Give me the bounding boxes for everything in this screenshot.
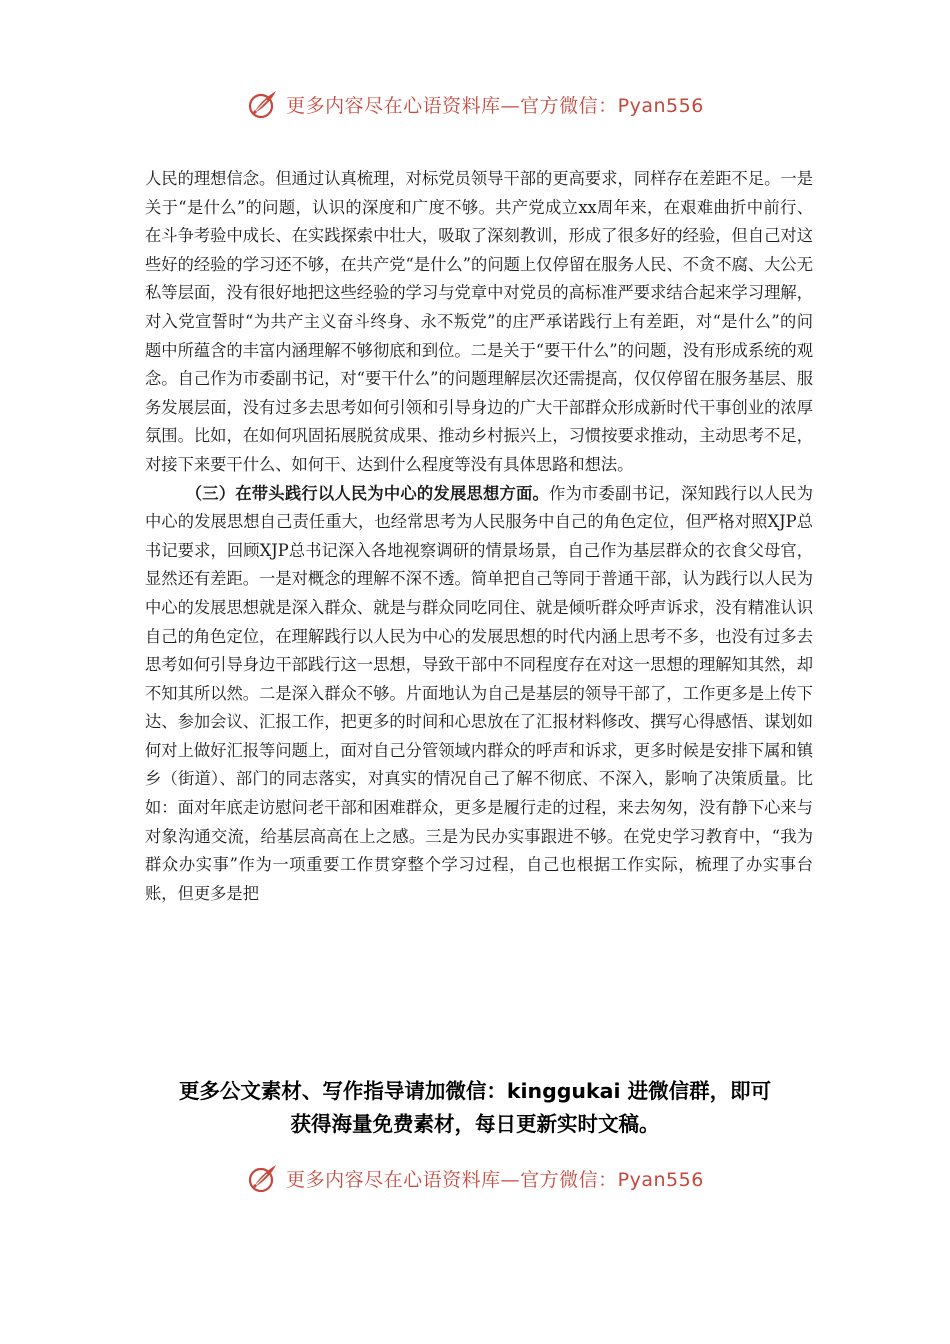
header-wechat-id: Pyan556 [617,94,704,117]
body-paragraph-1: 人民的理想信念。但通过认真梳理，对标党员领导干部的更高要求，同样存在差距不足。一是关于“是什么”的问题，认识的深度和广度不够。共产党成立xx周年来，在艰难曲折中前行、在斗争考验中成长、在实践探索中壮大，吸取了深刻教训，形成了很多好的经验，但自己对这些好的经验的学习还不够，在共产党“是什么”的问题上仅停留在服务人民、不贪不腐、大公无私等层面，没有很好地把这些经验的学习与党章中对党员的高标准严要求结合起来学习理解，对入党宣誓时“为共产主义奋斗终身、永不叛党”的庄严承诺践行上有差距，对“是什么”的问题中所蕴含的丰富内涵理解不够彻底和到位。二是关于“要干什么”的问题，没有形成系统的观念。自己作为市委副书记，对“要干什么”的问题理解层次还需提高，仅仅停留在服务基层、服务发展层面，没有过多去思考如何引领和引导身边的广大干部群众形成新时代干事创业的浓厚氛围。比如，在如何巩固拓展脱贫成果、推动乡村振兴上，习惯按要求推动，主动思考不足，对接下来要干什么、如何干、达到什么程度等没有具体思路和想法。 [145,169,813,474]
section-3-text: 作为市委副书记，深知践行以人民为中心的发展思想自己责任重大，也经常思考为人民服务中自己的角色定位，但严格对照XJP总书记要求，回顾XJP总书记深入各地视察调研的情景场景，自己作为基层群众的衣食父母官，显然还有差距。一是对概念的理解不深不透。简单把自己等同于普通干部，认为践行以人民为中心的发展思想就是深入群众、就是与群众同吃同住、就是倾听群众呼声诉求，没有精准认识自己的角色定位，在理解践行以人民为中心的发展思想的时代内涵上思考不多，也没有过多去思考如何引导身边干部践行这一思想，导致干部中不同程度存在对这一思想的理解知其然，却不知其所以然。二是深入群众不够。片面地认为自己是基层的领导干部了，工作更多是上传下达、参加会议、汇报工作，把更多的时间和心思放在了汇报材料修改、撰写心得感悟、谋划如何对上做好汇报等问题上，面对自己分管领域内群众的呼声和诉求，更多时候是安排下属和镇乡（街道）、部门的同志落实，对真实的情况自己了解不彻底、不深入，影响了决策质量。比如：面对年底走访慰问老干部和困难群众，更多是履行走的过程，来去匆匆，没有静下心来与对象沟通交流，给基层高高在上之感。三是为民办实事跟进不够。在党史学习教育中，“我为群众办实事”作为一项重要工作贯穿整个学习过程，自己也根据工作实际，梳理了办实事台账，但更多是把 [145,483,813,903]
document-body [145,165,813,908]
body-paragraph-section-3 [145,480,813,909]
footer-wechat-id: Pyan556 [617,1168,704,1191]
promo-line-1: 更多公文素材、写作指导请加微信：kinggukai 进微信群，即可 [178,1079,772,1103]
header-banner [0,84,950,124]
section-3-heading: （三）在带头践行以人民为中心的发展思想方面。 [185,483,550,503]
footer-banner [0,1158,950,1198]
header-brand-text: 更多内容尽在心语资料库—官方微信：Pyan556 [286,94,704,117]
footer-brand-text: 更多内容尽在心语资料库—官方微信：Pyan556 [286,1168,704,1191]
promo-line-2: 获得海量免费素材，每日更新实时文稿。 [290,1112,660,1136]
quill-pen-logo-icon [246,87,280,121]
quill-pen-logo-icon [246,1161,280,1195]
promo-notice [0,1075,950,1141]
